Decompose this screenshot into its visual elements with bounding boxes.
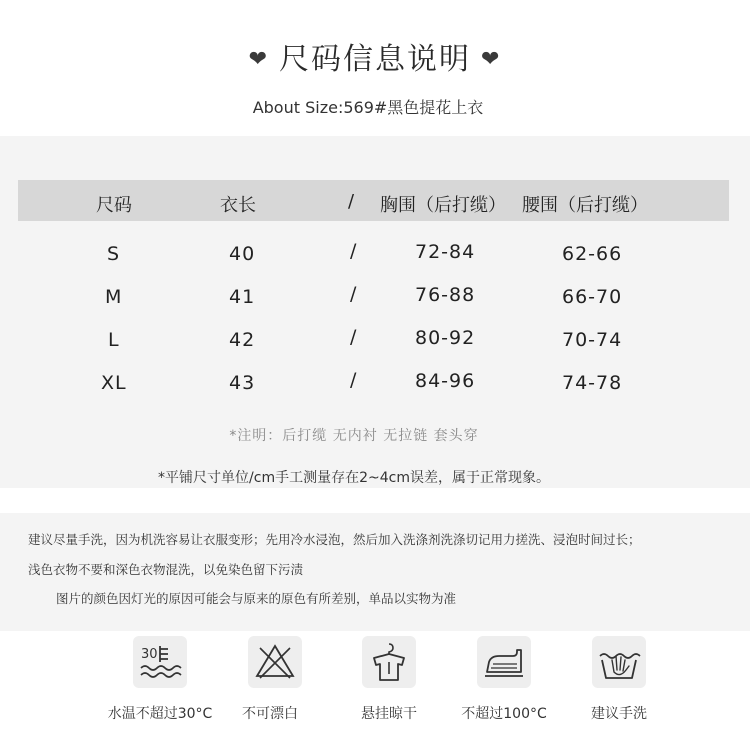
row-chest: 72-84: [415, 241, 476, 263]
heart-icon: ❤: [481, 47, 502, 72]
header-slash: /: [348, 191, 355, 212]
row-waist: 70-74: [562, 329, 623, 351]
care-line: 浅色衣物不要和深色衣物混洗，以免染色留下污渍: [28, 562, 304, 577]
row-chest: 84-96: [415, 370, 476, 392]
row-slash: /: [350, 326, 358, 348]
row-waist: 66-70: [562, 286, 623, 308]
hang-dry-icon: [362, 636, 416, 688]
header-size: 尺码: [96, 195, 132, 216]
icon-label: 不可漂白: [242, 706, 298, 722]
row-length: 40: [229, 243, 256, 265]
row-chest: 76-88: [415, 284, 476, 306]
row-length: 41: [229, 286, 256, 308]
row-length: 42: [229, 329, 256, 351]
page-subtitle: About Size:569#黑色提花上衣: [252, 98, 484, 117]
row-size: XL: [101, 372, 127, 394]
title-text: 尺码信息说明: [279, 42, 471, 77]
wash-30-icon: [133, 636, 187, 688]
icon-label: 悬挂晾干: [361, 706, 417, 722]
row-chest: 80-92: [415, 327, 476, 349]
header-length: 衣长: [220, 195, 256, 216]
iron-100-icon: [477, 636, 531, 688]
measurement-note: *平铺尺寸单位/cm手工测量存在2~4cm误差，属于正常现象。: [158, 470, 550, 486]
care-line: 建议尽量手洗，因为机洗容易让衣服变形；先用冷水浸泡，然后加入洗涤剂洗涤切记用力搓洗、浸泡时间过长；: [28, 532, 641, 547]
row-size: M: [105, 286, 123, 308]
icon-label: 建议手洗: [591, 706, 647, 722]
row-size: L: [108, 329, 120, 351]
hand-wash-icon: [592, 636, 646, 688]
icon-label: 水温不超过30°C: [107, 706, 213, 722]
heart-icon: ❤: [248, 47, 269, 72]
header-waist: 腰围（后打缆）: [522, 195, 648, 216]
row-slash: /: [350, 240, 358, 262]
icon-label: 不超过100°C: [461, 706, 547, 722]
row-size: S: [107, 243, 121, 265]
row-length: 43: [229, 372, 256, 394]
row-slash: /: [350, 369, 358, 391]
no-bleach-icon: [248, 636, 302, 688]
color-disclaimer: 图片的颜色因灯光的原因可能会与原来的原色有所差别，单品以实物为准: [56, 591, 457, 606]
header-chest: 胸围（后打缆）: [380, 195, 506, 216]
page-title: [0, 34, 750, 78]
svg-text:30: 30: [141, 647, 158, 662]
row-waist: 62-66: [562, 243, 623, 265]
row-waist: 74-78: [562, 372, 623, 394]
remark-note: *注明：后打缆 无内衬 无拉链 套头穿: [229, 428, 479, 444]
row-slash: /: [350, 283, 358, 305]
